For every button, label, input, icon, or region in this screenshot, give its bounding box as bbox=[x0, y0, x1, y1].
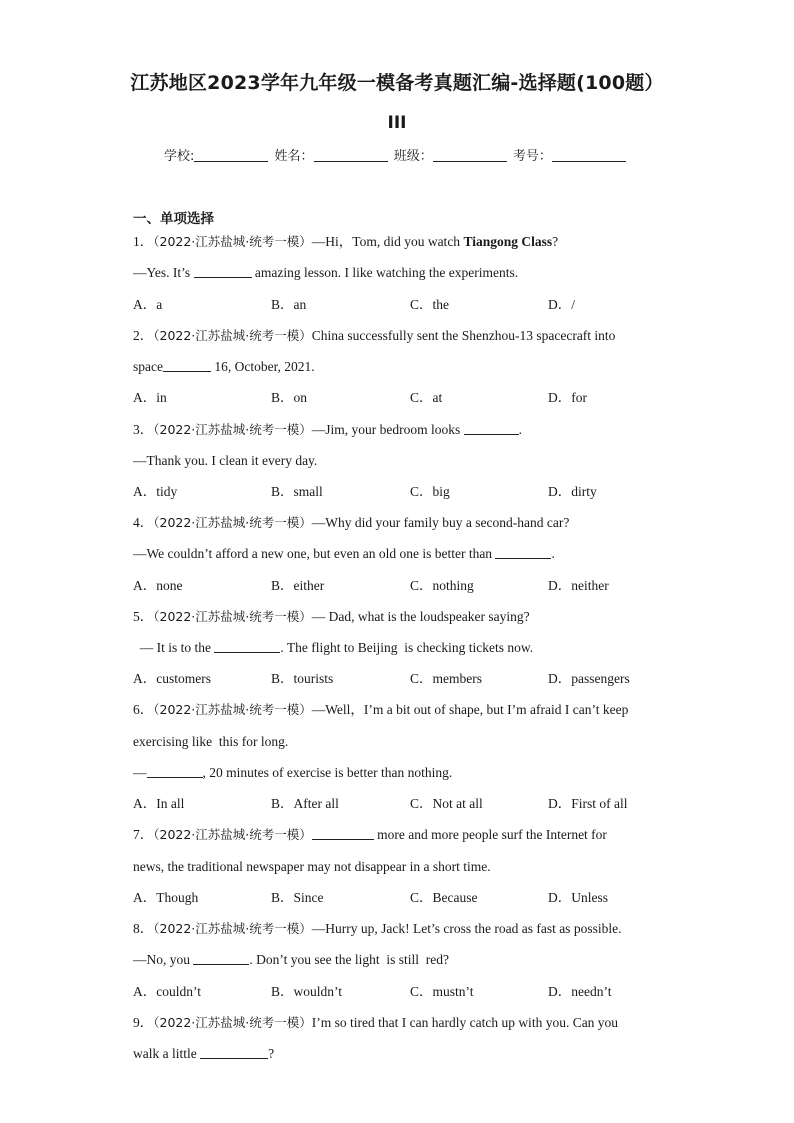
question-number: 1． bbox=[133, 234, 154, 249]
question-text: . Don’t you see the light is still red? bbox=[249, 952, 449, 967]
school-label: 学校: bbox=[164, 149, 195, 164]
question-line bbox=[133, 452, 317, 470]
answer-option[interactable]: D．Unless bbox=[548, 890, 608, 905]
question-line bbox=[133, 358, 315, 376]
question-number: 7． bbox=[133, 827, 154, 842]
question-text: . bbox=[518, 422, 523, 437]
question-line bbox=[133, 951, 449, 969]
question-line bbox=[133, 608, 530, 626]
section-heading: 一、单项选择 bbox=[133, 211, 214, 227]
question-text: . The flight to Beijing is checking tickets now. bbox=[280, 640, 534, 655]
question-text: —Hurry up, Jack! Let’s cross the road as fast as possible. bbox=[311, 921, 622, 936]
answer-blank[interactable] bbox=[193, 951, 249, 965]
page-title: 江苏地区2023学年九年级一模备考真题汇编-选择题(100题） bbox=[130, 72, 664, 94]
question-text: more and more people surf the Internet for bbox=[373, 827, 607, 842]
question-text: news, the traditional newspaper may not disappear in a short time. bbox=[133, 859, 491, 874]
question-source: （2022·江苏盐城·统考一模） bbox=[153, 234, 312, 249]
question-text: . bbox=[551, 546, 555, 561]
question-text: walk a little bbox=[133, 1046, 201, 1061]
question-line bbox=[133, 639, 533, 657]
question-number: 5． bbox=[133, 609, 154, 624]
question-source: （2022·江苏盐城·统考一模） bbox=[153, 1015, 312, 1030]
answer-option[interactable]: A．couldn’t bbox=[133, 984, 201, 999]
answer-option[interactable]: A．in bbox=[133, 390, 167, 405]
number-label: 考号： bbox=[512, 149, 552, 164]
answer-option[interactable]: A．In all bbox=[133, 796, 185, 811]
question-text: —We couldn’t afford a new one, but even an old one is better than bbox=[133, 546, 496, 561]
question-text-bold: Tiangong Class bbox=[463, 234, 553, 249]
question-text: —Yes. It’s bbox=[133, 265, 194, 280]
question-line bbox=[133, 327, 615, 345]
answer-option[interactable]: B．After all bbox=[271, 796, 339, 811]
answer-blank[interactable] bbox=[163, 358, 211, 372]
question-source: （2022·江苏盐城·统考一模） bbox=[153, 328, 312, 343]
question-text: —No, you bbox=[133, 952, 194, 967]
question-text: — bbox=[133, 765, 147, 780]
question-line bbox=[133, 858, 491, 876]
question-source: （2022·江苏盐城·统考一模） bbox=[153, 515, 312, 530]
answer-option[interactable]: A．none bbox=[133, 578, 183, 593]
question-source: （2022·江苏盐城·统考一模） bbox=[153, 422, 312, 437]
answer-option[interactable]: B．on bbox=[271, 390, 308, 405]
answer-option[interactable]: B．either bbox=[271, 578, 325, 593]
question-text: 16, October, 2021. bbox=[210, 359, 315, 374]
question-text: — Dad, what is the loudspeaker saying? bbox=[311, 609, 530, 624]
question-line bbox=[133, 545, 555, 563]
question-number: 8． bbox=[133, 921, 154, 936]
question-source: （2022·江苏盐城·统考一模） bbox=[153, 609, 312, 624]
answer-option[interactable]: B．wouldn’t bbox=[271, 984, 343, 999]
question-line bbox=[133, 733, 288, 751]
answer-option[interactable]: C．mustn’t bbox=[410, 984, 474, 999]
answer-option[interactable]: C．Not at all bbox=[410, 796, 483, 811]
school-blank[interactable] bbox=[194, 148, 268, 162]
question-number: 9． bbox=[133, 1015, 154, 1030]
answer-option[interactable]: D．/ bbox=[548, 297, 575, 312]
answer-option[interactable]: D．dirty bbox=[548, 484, 597, 499]
answer-blank[interactable] bbox=[200, 1045, 268, 1059]
answer-option[interactable]: A．tidy bbox=[133, 484, 178, 499]
question-line bbox=[133, 701, 628, 719]
class-blank[interactable] bbox=[433, 148, 507, 162]
answer-option[interactable]: D．for bbox=[548, 390, 587, 405]
question-number: 6． bbox=[133, 702, 154, 717]
answer-blank[interactable] bbox=[214, 639, 280, 653]
answer-option[interactable]: A．customers bbox=[133, 671, 211, 686]
answer-option[interactable]: B．Since bbox=[271, 890, 324, 905]
question-text: exercising like this for long. bbox=[133, 734, 289, 749]
question-source: （2022·江苏盐城·统考一模） bbox=[153, 827, 312, 842]
question-line bbox=[133, 514, 569, 532]
answer-blank[interactable] bbox=[147, 764, 203, 778]
question-line bbox=[133, 421, 522, 439]
question-line bbox=[133, 920, 621, 938]
answer-option[interactable]: C．the bbox=[410, 297, 449, 312]
question-text: —Hi，Tom, did you watch bbox=[311, 234, 464, 249]
answer-blank[interactable] bbox=[312, 826, 374, 840]
question-number: 4． bbox=[133, 515, 154, 530]
answer-option[interactable]: C．big bbox=[410, 484, 450, 499]
question-line bbox=[133, 233, 558, 251]
page-subtitle: III bbox=[387, 113, 407, 133]
answer-option[interactable]: D．needn’t bbox=[548, 984, 612, 999]
question-text: ? bbox=[552, 234, 559, 249]
number-blank[interactable] bbox=[552, 148, 626, 162]
answer-blank[interactable] bbox=[194, 264, 252, 278]
question-text: —Jim, your bedroom looks bbox=[311, 422, 464, 437]
question-text: space bbox=[133, 359, 163, 374]
answer-option[interactable]: A．Though bbox=[133, 890, 199, 905]
question-text: China successfully sent the Shenzhou-13 spacecraft into bbox=[311, 328, 616, 343]
question-text: amazing lesson. I like watching the experiments. bbox=[251, 265, 519, 280]
answer-option[interactable]: A．a bbox=[133, 297, 163, 312]
name-blank[interactable] bbox=[314, 148, 388, 162]
question-text: , 20 minutes of exercise is better than nothing. bbox=[202, 765, 453, 780]
question-source: （2022·江苏盐城·统考一模） bbox=[153, 702, 312, 717]
question-text: —Well，I’m a bit out of shape, but I’m afraid I can’t keep bbox=[311, 702, 629, 717]
class-label: 班级： bbox=[393, 149, 433, 164]
answer-option[interactable]: C．nothing bbox=[410, 578, 474, 593]
answer-option[interactable]: D．passengers bbox=[548, 671, 630, 686]
answer-option[interactable]: C．Because bbox=[410, 890, 478, 905]
question-number: 2． bbox=[133, 328, 154, 343]
question-line bbox=[133, 1045, 274, 1063]
answer-blank[interactable] bbox=[495, 545, 551, 559]
question-line bbox=[133, 1014, 618, 1032]
answer-option[interactable]: D．neither bbox=[548, 578, 609, 593]
answer-option[interactable]: B．an bbox=[271, 297, 307, 312]
question-text: I’m so tired that I can hardly catch up with you. Can you bbox=[311, 1015, 619, 1030]
question-line bbox=[133, 826, 607, 844]
question-line bbox=[133, 264, 518, 282]
question-number: 3． bbox=[133, 422, 154, 437]
student-info-row bbox=[164, 145, 628, 164]
name-label: 姓名： bbox=[274, 149, 314, 164]
question-line bbox=[133, 764, 452, 782]
answer-option[interactable]: B．small bbox=[271, 484, 323, 499]
answer-option[interactable]: D．First of all bbox=[548, 796, 628, 811]
question-text: —Thank you. I clean it every day. bbox=[133, 453, 318, 468]
question-text: ? bbox=[268, 1046, 275, 1061]
answer-blank[interactable] bbox=[464, 421, 519, 435]
question-text: — It is to the bbox=[133, 640, 215, 655]
answer-option[interactable]: C．at bbox=[410, 390, 443, 405]
answer-option[interactable]: C．members bbox=[410, 671, 482, 686]
answer-option[interactable]: B．tourists bbox=[271, 671, 334, 686]
question-text: —Why did your family buy a second-hand car? bbox=[311, 515, 570, 530]
question-source: （2022·江苏盐城·统考一模） bbox=[153, 921, 312, 936]
